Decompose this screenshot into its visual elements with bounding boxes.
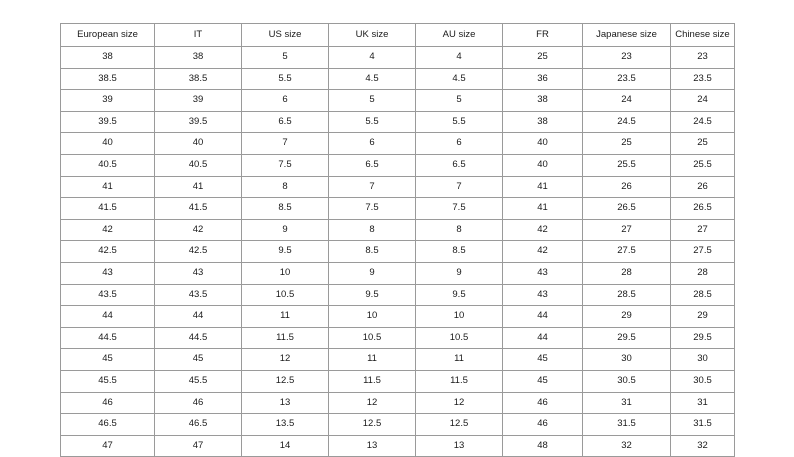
table-cell: 12.5 [329, 414, 416, 436]
table-cell: 5.5 [242, 68, 329, 90]
table-cell: 42.5 [61, 241, 155, 263]
table-cell: 12 [416, 392, 503, 414]
table-cell: 10.5 [242, 284, 329, 306]
table-cell: 40 [503, 133, 583, 155]
table-cell: 47 [155, 435, 242, 457]
table-row [61, 262, 735, 284]
table-cell: 11.5 [329, 370, 416, 392]
table-cell: 42.5 [155, 241, 242, 263]
table-row [61, 349, 735, 371]
table-cell: 25 [503, 47, 583, 69]
size-conversion-table [60, 23, 735, 457]
table-cell: 32 [671, 435, 735, 457]
table-cell: 30 [671, 349, 735, 371]
table-body [61, 47, 735, 457]
table-cell: 46 [61, 392, 155, 414]
table-cell: 12.5 [242, 370, 329, 392]
table-cell: 27.5 [671, 241, 735, 263]
table-cell: 41 [503, 176, 583, 198]
table-cell: 4 [416, 47, 503, 69]
table-cell: 39.5 [61, 111, 155, 133]
column-header: Chinese size [671, 24, 735, 47]
table-cell: 23 [583, 47, 671, 69]
table-cell: 6.5 [329, 154, 416, 176]
table-cell: 42 [503, 241, 583, 263]
table-cell: 7.5 [329, 198, 416, 220]
table-cell: 14 [242, 435, 329, 457]
table-cell: 41 [503, 198, 583, 220]
table-cell: 24 [583, 90, 671, 112]
table-cell: 10 [329, 306, 416, 328]
table-row [61, 435, 735, 457]
table-cell: 10.5 [416, 327, 503, 349]
table-cell: 4.5 [416, 68, 503, 90]
table-cell: 45.5 [61, 370, 155, 392]
table-cell: 36 [503, 68, 583, 90]
table-row [61, 306, 735, 328]
table-cell: 26 [671, 176, 735, 198]
table-cell: 30 [583, 349, 671, 371]
table-cell: 39 [155, 90, 242, 112]
table-cell: 44.5 [155, 327, 242, 349]
table-cell: 7.5 [242, 154, 329, 176]
table-cell: 8.5 [416, 241, 503, 263]
column-header: US size [242, 24, 329, 47]
table-cell: 44.5 [61, 327, 155, 349]
column-header: UK size [329, 24, 416, 47]
table-cell: 9.5 [242, 241, 329, 263]
table-cell: 30.5 [583, 370, 671, 392]
table-cell: 40 [503, 154, 583, 176]
column-header: FR [503, 24, 583, 47]
table-cell: 25.5 [671, 154, 735, 176]
table-cell: 23.5 [671, 68, 735, 90]
table-cell: 38 [155, 47, 242, 69]
table-cell: 44 [503, 327, 583, 349]
table-cell: 38 [61, 47, 155, 69]
table-cell: 29 [583, 306, 671, 328]
table-row [61, 219, 735, 241]
table-cell: 24 [671, 90, 735, 112]
table-row [61, 370, 735, 392]
table-cell: 13.5 [242, 414, 329, 436]
table-cell: 40 [61, 133, 155, 155]
table-cell: 44 [155, 306, 242, 328]
table-row [61, 68, 735, 90]
table-cell: 8 [416, 219, 503, 241]
table-cell: 41 [61, 176, 155, 198]
table-cell: 5 [242, 47, 329, 69]
table-cell: 12.5 [416, 414, 503, 436]
table-cell: 47 [61, 435, 155, 457]
table-cell: 46 [503, 414, 583, 436]
table-cell: 25 [583, 133, 671, 155]
table-cell: 26 [583, 176, 671, 198]
table-cell: 5.5 [329, 111, 416, 133]
table-cell: 10 [416, 306, 503, 328]
table-cell: 25.5 [583, 154, 671, 176]
table-cell: 9 [242, 219, 329, 241]
table-cell: 45 [155, 349, 242, 371]
table-cell: 8.5 [329, 241, 416, 263]
table-cell: 27.5 [583, 241, 671, 263]
table-cell: 39.5 [155, 111, 242, 133]
table-cell: 46 [155, 392, 242, 414]
table-row [61, 90, 735, 112]
table-cell: 40.5 [61, 154, 155, 176]
table-cell: 43.5 [155, 284, 242, 306]
table-cell: 28 [583, 262, 671, 284]
table-cell: 46.5 [61, 414, 155, 436]
table-row [61, 284, 735, 306]
table-cell: 28.5 [671, 284, 735, 306]
table-cell: 31 [671, 392, 735, 414]
table-cell: 13 [329, 435, 416, 457]
table-cell: 11.5 [242, 327, 329, 349]
table-cell: 46 [503, 392, 583, 414]
table-cell: 6.5 [416, 154, 503, 176]
table-cell: 23.5 [583, 68, 671, 90]
table-cell: 4.5 [329, 68, 416, 90]
table-cell: 41.5 [61, 198, 155, 220]
table-cell: 6 [242, 90, 329, 112]
table-cell: 42 [503, 219, 583, 241]
table-cell: 43 [503, 284, 583, 306]
size-conversion-table-wrapper [60, 23, 734, 457]
table-cell: 9.5 [416, 284, 503, 306]
table-cell: 45 [503, 349, 583, 371]
table-cell: 9 [329, 262, 416, 284]
table-cell: 10.5 [329, 327, 416, 349]
table-cell: 11 [242, 306, 329, 328]
table-row [61, 133, 735, 155]
table-cell: 26.5 [583, 198, 671, 220]
table-cell: 8.5 [242, 198, 329, 220]
table-cell: 7 [329, 176, 416, 198]
table-row [61, 154, 735, 176]
table-row [61, 176, 735, 198]
table-cell: 31.5 [583, 414, 671, 436]
table-cell: 38 [503, 111, 583, 133]
table-cell: 5 [329, 90, 416, 112]
table-header [61, 24, 735, 47]
table-header-row [61, 24, 735, 47]
table-cell: 29.5 [583, 327, 671, 349]
table-cell: 13 [242, 392, 329, 414]
table-cell: 28 [671, 262, 735, 284]
table-row [61, 392, 735, 414]
table-cell: 48 [503, 435, 583, 457]
table-cell: 42 [61, 219, 155, 241]
column-header: Japanese size [583, 24, 671, 47]
table-cell: 10 [242, 262, 329, 284]
table-cell: 7 [242, 133, 329, 155]
table-cell: 42 [155, 219, 242, 241]
table-cell: 6.5 [242, 111, 329, 133]
table-cell: 5.5 [416, 111, 503, 133]
table-cell: 38.5 [61, 68, 155, 90]
column-header: IT [155, 24, 242, 47]
table-cell: 24.5 [671, 111, 735, 133]
table-cell: 41 [155, 176, 242, 198]
table-cell: 9.5 [329, 284, 416, 306]
table-cell: 44 [503, 306, 583, 328]
table-row [61, 327, 735, 349]
table-cell: 9 [416, 262, 503, 284]
table-row [61, 414, 735, 436]
table-cell: 38 [503, 90, 583, 112]
table-cell: 6 [329, 133, 416, 155]
table-cell: 13 [416, 435, 503, 457]
table-cell: 8 [329, 219, 416, 241]
table-cell: 45 [503, 370, 583, 392]
table-cell: 32 [583, 435, 671, 457]
table-cell: 31 [583, 392, 671, 414]
table-cell: 24.5 [583, 111, 671, 133]
table-row [61, 111, 735, 133]
table-cell: 26.5 [671, 198, 735, 220]
table-cell: 5 [416, 90, 503, 112]
table-cell: 23 [671, 47, 735, 69]
table-cell: 12 [242, 349, 329, 371]
column-header: European size [61, 24, 155, 47]
table-cell: 7.5 [416, 198, 503, 220]
table-cell: 27 [583, 219, 671, 241]
table-cell: 45.5 [155, 370, 242, 392]
column-header: AU size [416, 24, 503, 47]
table-cell: 29 [671, 306, 735, 328]
table-cell: 43.5 [61, 284, 155, 306]
table-cell: 11 [329, 349, 416, 371]
table-cell: 39 [61, 90, 155, 112]
table-cell: 43 [155, 262, 242, 284]
table-cell: 40 [155, 133, 242, 155]
table-cell: 43 [61, 262, 155, 284]
table-cell: 46.5 [155, 414, 242, 436]
table-cell: 45 [61, 349, 155, 371]
table-cell: 29.5 [671, 327, 735, 349]
table-cell: 43 [503, 262, 583, 284]
table-cell: 31.5 [671, 414, 735, 436]
table-cell: 25 [671, 133, 735, 155]
table-cell: 44 [61, 306, 155, 328]
table-cell: 41.5 [155, 198, 242, 220]
table-cell: 8 [242, 176, 329, 198]
table-cell: 6 [416, 133, 503, 155]
table-row [61, 198, 735, 220]
table-cell: 11 [416, 349, 503, 371]
table-cell: 11.5 [416, 370, 503, 392]
table-cell: 30.5 [671, 370, 735, 392]
table-cell: 28.5 [583, 284, 671, 306]
table-cell: 27 [671, 219, 735, 241]
table-cell: 12 [329, 392, 416, 414]
table-cell: 40.5 [155, 154, 242, 176]
table-cell: 38.5 [155, 68, 242, 90]
table-row [61, 47, 735, 69]
table-row [61, 241, 735, 263]
table-cell: 4 [329, 47, 416, 69]
table-cell: 7 [416, 176, 503, 198]
